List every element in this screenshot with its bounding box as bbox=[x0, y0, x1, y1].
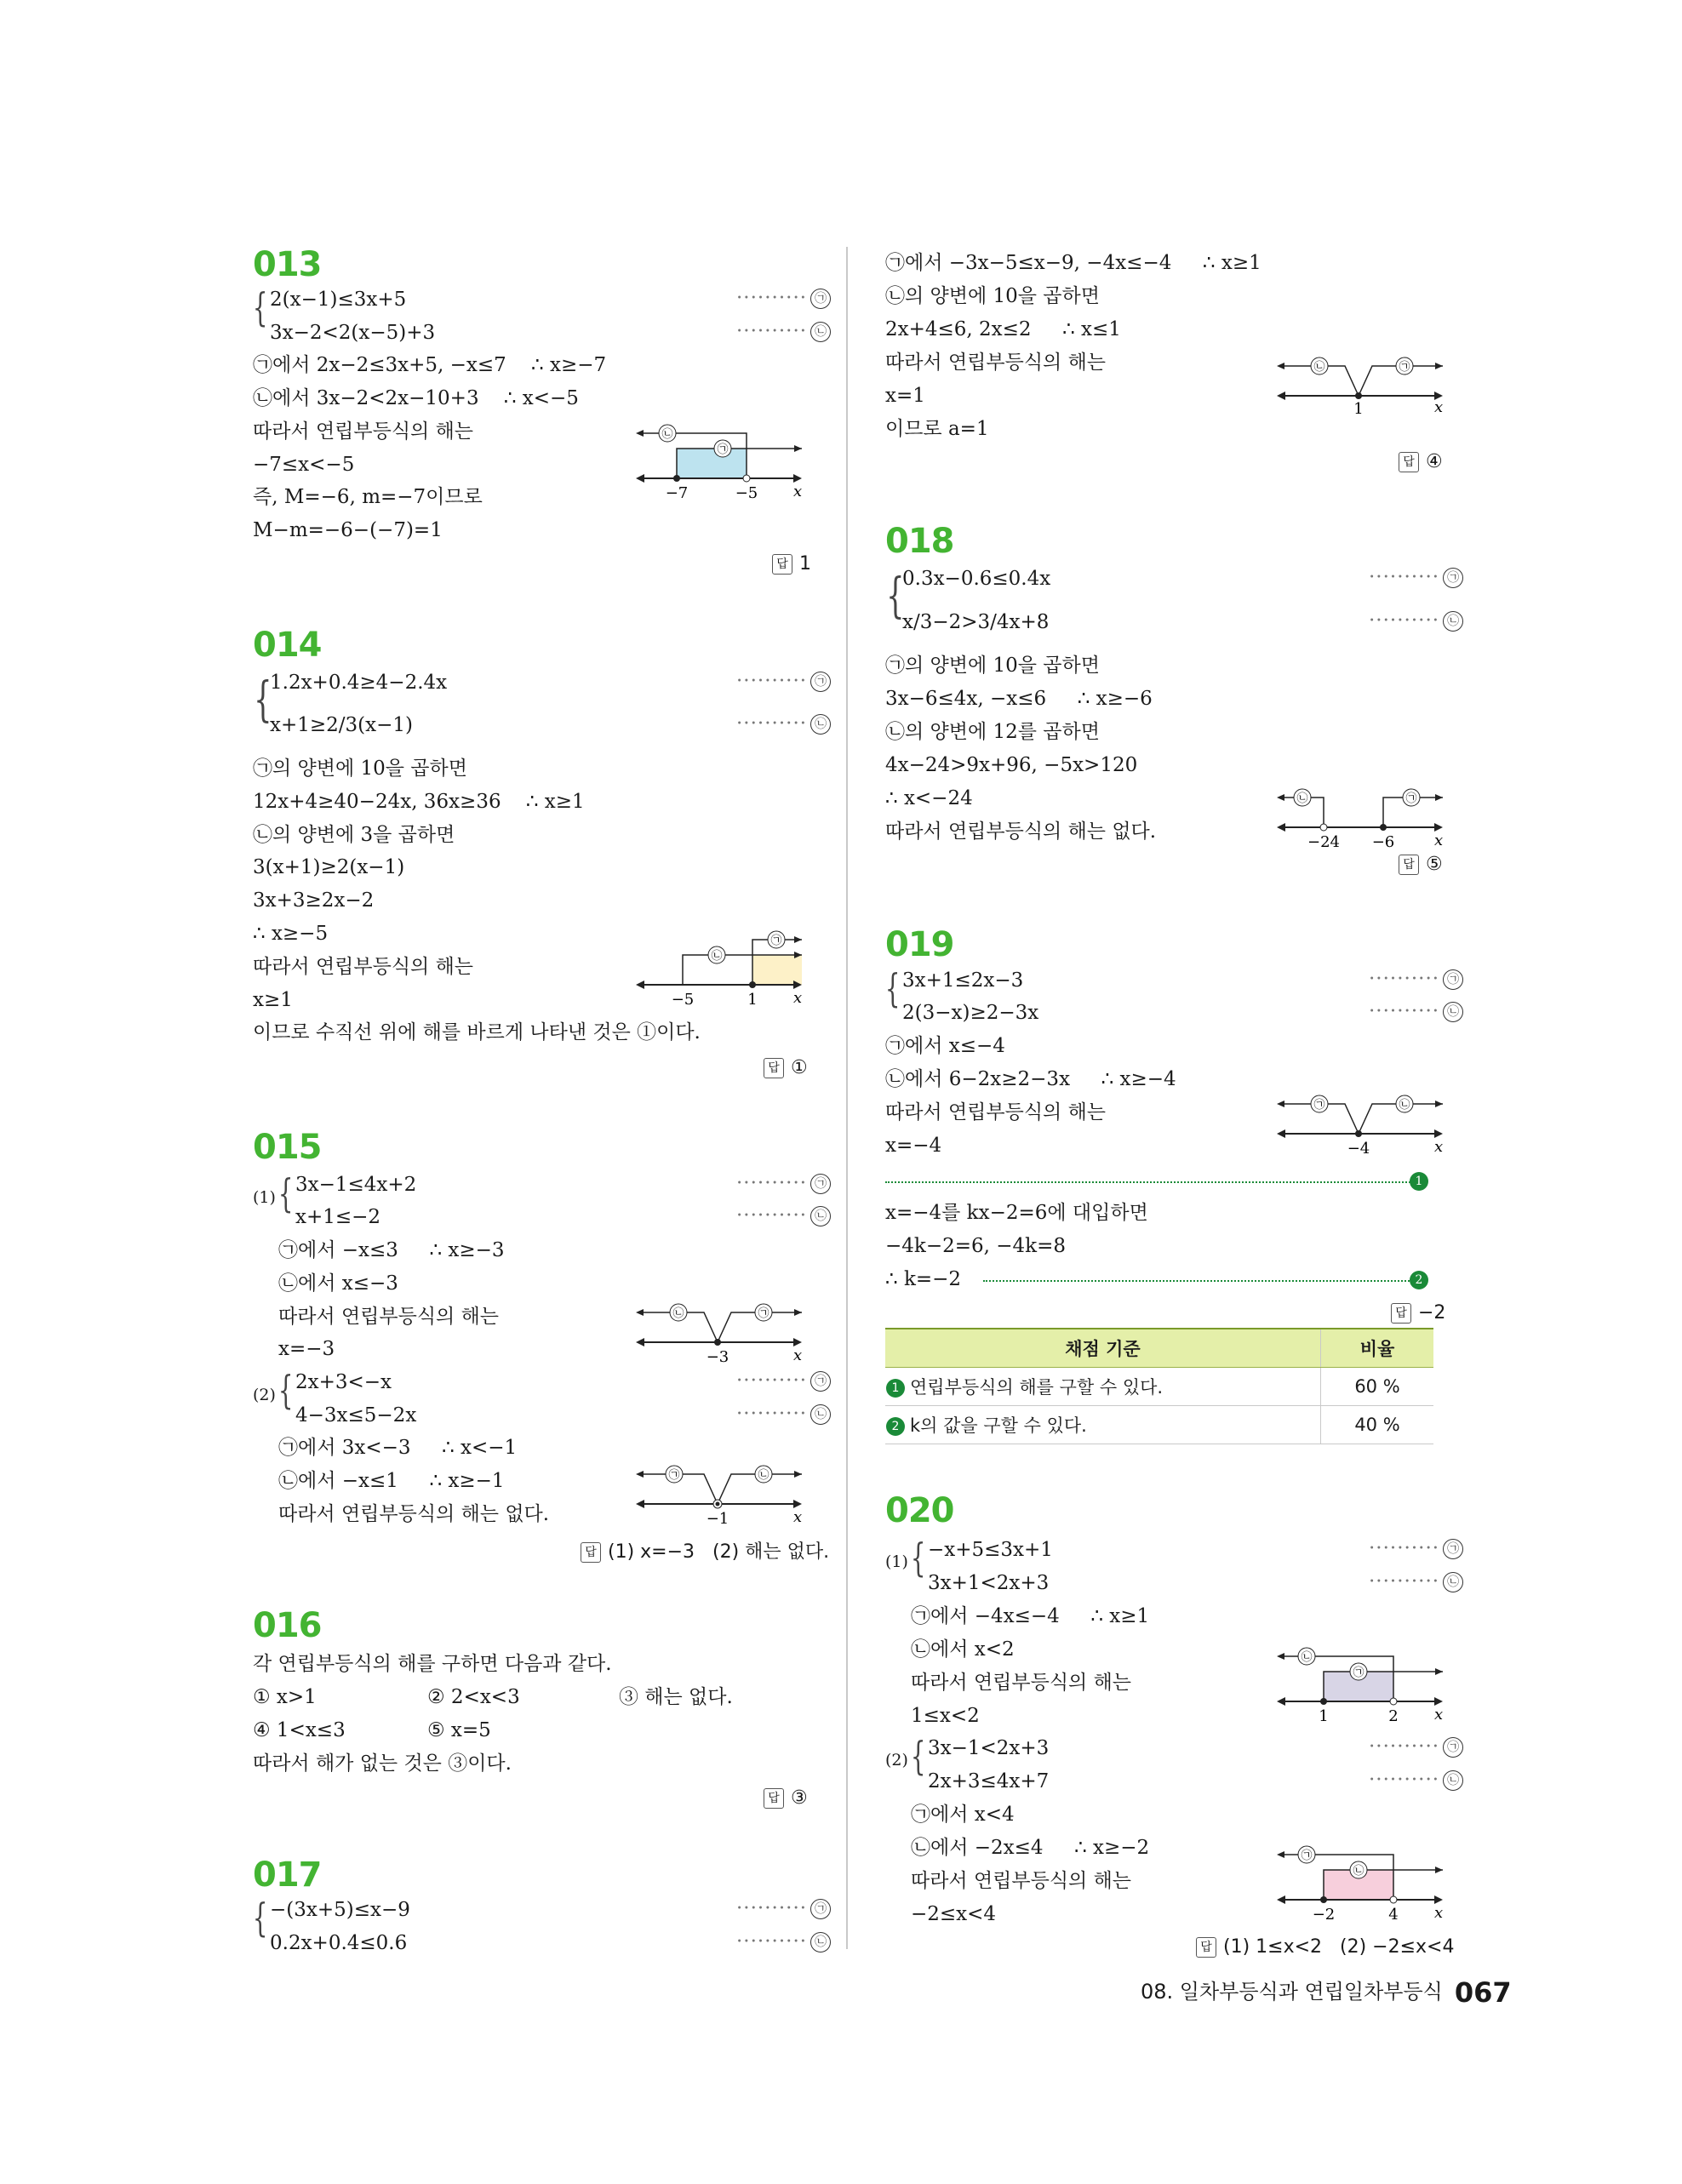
solution-line: 4x−24>9x+96, −5x>120 bbox=[885, 754, 1138, 776]
solution-line: ㉡의 양변에 10을 곱하면 bbox=[885, 285, 1100, 307]
equation-line: 3x−1<2x+3 bbox=[928, 1737, 1050, 1759]
solution-line: ㉡의 양변에 12를 곱하면 bbox=[885, 721, 1100, 743]
svg-text:㉠: ㉠ bbox=[1399, 361, 1410, 374]
equation-line: 3x−1≤4x+2 bbox=[295, 1174, 417, 1196]
solution-line: 따라서 연립부등식의 해는 없다. bbox=[278, 1503, 550, 1525]
tick-label: −7 bbox=[665, 484, 689, 502]
tick-label: −5 bbox=[735, 484, 758, 502]
left-column bbox=[253, 0, 866, 2184]
equation-line: 2x+3≤4x+7 bbox=[928, 1770, 1050, 1792]
solution-line: ㉠에서 x<4 bbox=[911, 1804, 1015, 1826]
axis-label: x bbox=[793, 483, 803, 500]
equation-line: x+1≤−2 bbox=[295, 1206, 381, 1228]
tick-label: −24 bbox=[1307, 833, 1340, 851]
number-line-018 bbox=[1277, 770, 1447, 855]
option-2: ② 2<x<3 bbox=[427, 1686, 520, 1708]
solution-line: x≥1 bbox=[253, 989, 293, 1011]
table-row: 1 연립부등식의 해를 구할 수 있다. 60 % bbox=[885, 1368, 1433, 1406]
svg-text:㉡: ㉡ bbox=[1399, 1099, 1410, 1112]
solution-line: ㉠의 양변에 10을 곱하면 bbox=[885, 655, 1100, 677]
answer: 답 1 bbox=[772, 553, 811, 575]
solution-line: 3(x+1)≥2(x−1) bbox=[253, 856, 405, 878]
solution-line: 즉, M=−6, m=−7이므로 bbox=[253, 486, 483, 508]
marker-1: ·········· ㉠ bbox=[736, 670, 831, 692]
number-line-013 bbox=[636, 421, 806, 506]
option-4: ④ 1<x≤3 bbox=[253, 1719, 346, 1741]
solution-line: 각 연립부등식의 해를 구하면 다음과 같다. bbox=[253, 1653, 612, 1675]
dotted-separator bbox=[983, 1280, 1413, 1282]
marker-1: ·········· ㉠ bbox=[1369, 1735, 1463, 1758]
number-line-014 bbox=[636, 928, 806, 1013]
solution-line: ㉠에서 2x−2≤3x+5, −x≤7 ∴ x≥−7 bbox=[253, 354, 607, 376]
solution-line: 따라서 연립부등식의 해는 bbox=[911, 1870, 1132, 1892]
equation-line: x/3−2>3/4x+8 bbox=[902, 611, 1050, 633]
option-5: ⑤ x=5 bbox=[427, 1719, 491, 1741]
equation-line: −x+5≤3x+1 bbox=[928, 1539, 1053, 1561]
marker-1: ·········· ㉠ bbox=[1369, 1537, 1463, 1559]
answer: 답 ④ bbox=[1399, 451, 1443, 472]
marker-2: ·········· ㉡ bbox=[736, 1204, 831, 1226]
number-line-015-2 bbox=[636, 1447, 806, 1532]
equation-line: 3x+1≤2x−3 bbox=[902, 969, 1024, 992]
brace: { bbox=[252, 284, 268, 330]
svg-text:㉡: ㉡ bbox=[1313, 361, 1325, 374]
solution-line: 1≤x<2 bbox=[911, 1705, 980, 1727]
equation-line: 0.2x+0.4≤0.6 bbox=[270, 1932, 408, 1954]
table-header: 채점 기준 bbox=[885, 1329, 1321, 1368]
tick-label: −3 bbox=[706, 1348, 729, 1366]
tick-label: −1 bbox=[706, 1510, 729, 1528]
solution-line: x=−3 bbox=[278, 1338, 335, 1360]
answer: 답 −2 bbox=[1391, 1302, 1445, 1324]
option-1: ① x>1 bbox=[253, 1686, 317, 1708]
problem-number: 020 bbox=[885, 1491, 954, 1530]
svg-text:㉡: ㉡ bbox=[672, 1307, 684, 1320]
solution-line: ㉡에서 6−2x≥2−3x ∴ x≥−4 bbox=[885, 1068, 1176, 1090]
marker-2: ·········· ㉡ bbox=[1369, 1570, 1463, 1592]
equation-line: 3x−2<2(x−5)+3 bbox=[270, 322, 436, 344]
axis-label: x bbox=[793, 1346, 803, 1364]
brace: { bbox=[277, 1367, 294, 1413]
sub-number: (2) bbox=[253, 1386, 276, 1404]
marker-2: ·········· ㉡ bbox=[736, 1930, 831, 1952]
marker-2: ·········· ㉡ bbox=[736, 320, 831, 342]
svg-text:㉡: ㉡ bbox=[1296, 792, 1308, 805]
solution-line: ∴ k=−2 bbox=[885, 1268, 962, 1290]
axis-label: x bbox=[793, 1508, 803, 1526]
problem-number: 016 bbox=[253, 1606, 322, 1645]
solution-line: 12x+4≥40−24x, 36x≥36 ∴ x≥1 bbox=[253, 791, 585, 813]
tick-label: 1 bbox=[1319, 1707, 1329, 1725]
equation-line: 2(x−1)≤3x+5 bbox=[270, 289, 407, 311]
solution-line: ㉠에서 −3x−5≤x−9, −4x≤−4 ∴ x≥1 bbox=[885, 252, 1262, 274]
equation-line: 0.3x−0.6≤0.4x bbox=[902, 568, 1051, 590]
solution-line: x=−4 bbox=[885, 1135, 942, 1157]
solution-line: −2≤x<4 bbox=[911, 1903, 997, 1925]
axis-label: x bbox=[1434, 1138, 1444, 1156]
solution-line: ㉠에서 3x<−3 ∴ x<−1 bbox=[278, 1437, 518, 1459]
solution-line: ∴ x≥−5 bbox=[253, 923, 329, 945]
solution-line: 따라서 연립부등식의 해는 bbox=[911, 1672, 1132, 1694]
option-3: ③ 해는 없다. bbox=[619, 1686, 733, 1708]
solution-line: ㉡의 양변에 3을 곱하면 bbox=[253, 824, 455, 846]
answer: 답 ③ bbox=[764, 1787, 808, 1809]
marker-1: ·········· ㉠ bbox=[1369, 968, 1463, 990]
solution-line: M−m=−6−(−7)=1 bbox=[253, 519, 443, 541]
brace: { bbox=[252, 1895, 268, 1941]
solution-line: 따라서 연립부등식의 해는 bbox=[253, 956, 474, 978]
brace: { bbox=[254, 672, 272, 728]
marker-2: ·········· ㉡ bbox=[1369, 1000, 1463, 1022]
solution-line: 따라서 연립부등식의 해는 bbox=[253, 420, 474, 443]
brace: { bbox=[277, 1170, 294, 1216]
dotted-separator bbox=[885, 1181, 1413, 1183]
table-row: 2 k의 값을 구할 수 있다. 40 % bbox=[885, 1406, 1433, 1444]
solution-line: ㉡에서 −2x≤4 ∴ x≥−2 bbox=[911, 1837, 1150, 1859]
svg-text:㉠: ㉠ bbox=[770, 935, 782, 947]
marker-1: ·········· ㉠ bbox=[1369, 566, 1463, 588]
number-line-020-1 bbox=[1277, 1644, 1447, 1729]
axis-label: x bbox=[1434, 398, 1444, 416]
svg-text:㉡: ㉡ bbox=[1353, 1865, 1364, 1878]
chapter-title: 08. 일차부등식과 연립일차부등식 bbox=[1141, 1980, 1443, 2004]
tick-label: 2 bbox=[1388, 1707, 1399, 1725]
marker-1: ·········· ㉠ bbox=[736, 1897, 831, 1919]
brace: { bbox=[910, 1733, 926, 1779]
solution-line: 3x+3≥2x−2 bbox=[253, 889, 375, 912]
solution-line: ㉠에서 −x≤3 ∴ x≥−3 bbox=[278, 1239, 505, 1261]
equation-line: 2x+3<−x bbox=[295, 1371, 392, 1393]
svg-text:㉠: ㉠ bbox=[1301, 1850, 1313, 1862]
solution-line: 따라서 연립부등식의 해는 bbox=[278, 1306, 500, 1328]
equation-line: −(3x+5)≤x−9 bbox=[270, 1899, 410, 1921]
tick-label: −5 bbox=[671, 991, 695, 1009]
tick-label: 4 bbox=[1388, 1906, 1399, 1924]
svg-text:㉠: ㉠ bbox=[668, 1469, 680, 1482]
svg-text:㉡: ㉡ bbox=[1301, 1651, 1313, 1664]
page-footer bbox=[1141, 1975, 1512, 2009]
axis-label: x bbox=[1434, 1706, 1444, 1724]
answer: 답 ⑤ bbox=[1399, 854, 1443, 875]
problem-number: 013 bbox=[253, 245, 322, 284]
marker-1: ·········· ㉠ bbox=[736, 287, 831, 309]
solution-line: ㉡에서 x≤−3 bbox=[278, 1272, 398, 1295]
tick-label: 1 bbox=[747, 991, 758, 1009]
svg-text:㉠: ㉠ bbox=[1353, 1667, 1364, 1679]
solution-line: 3x−6≤4x, −x≤6 ∴ x≥−6 bbox=[885, 688, 1153, 710]
table-header: 비율 bbox=[1321, 1329, 1434, 1368]
solution-line: ㉠에서 x≤−4 bbox=[885, 1035, 1005, 1057]
problem-number: 014 bbox=[253, 626, 322, 665]
marker-1: ·········· ㉠ bbox=[736, 1172, 831, 1194]
problem-number: 017 bbox=[253, 1855, 322, 1895]
solution-line: −7≤x<−5 bbox=[253, 454, 355, 476]
equation-line: 1.2x+0.4≥4−2.4x bbox=[270, 672, 448, 694]
tick-label: −2 bbox=[1312, 1906, 1336, 1924]
marker-2: ·········· ㉡ bbox=[736, 712, 831, 735]
svg-text:㉡: ㉡ bbox=[758, 1469, 769, 1482]
solution-line: ∴ x<−24 bbox=[885, 787, 973, 809]
sub-number: (2) bbox=[885, 1751, 908, 1769]
step-1-marker: 1 bbox=[1410, 1170, 1433, 1192]
axis-label: x bbox=[1434, 1904, 1444, 1922]
solution-line: 따라서 연립부등식의 해는 없다. bbox=[885, 820, 1157, 843]
solution-line: 이므로 수직선 위에 해를 바르게 나타낸 것은 ①이다. bbox=[253, 1021, 701, 1043]
problem-number: 018 bbox=[885, 522, 954, 561]
sub-number: (1) bbox=[253, 1188, 276, 1207]
solution-line: 2x+4≤6, 2x≤2 ∴ x≤1 bbox=[885, 318, 1121, 340]
number-line-015-1 bbox=[636, 1285, 806, 1370]
equation-line: 3x+1<2x+3 bbox=[928, 1572, 1050, 1594]
marker-2: ·········· ㉡ bbox=[736, 1403, 831, 1425]
svg-text:㉠: ㉠ bbox=[758, 1307, 769, 1320]
brace: { bbox=[884, 965, 901, 1011]
svg-text:㉠: ㉠ bbox=[717, 443, 729, 456]
tick-label: −4 bbox=[1347, 1140, 1370, 1158]
equation-line: 4−3x≤5−2x bbox=[295, 1404, 417, 1426]
step-2-marker: 2 bbox=[1410, 1269, 1433, 1290]
equation-line: 2(3−x)≥2−3x bbox=[902, 1002, 1039, 1024]
solution-line: ㉠의 양변에 10을 곱하면 bbox=[253, 758, 467, 780]
answer: 답 (1) x=−3 (2) 해는 없다. bbox=[581, 1537, 829, 1564]
equation-line: x+1≥2/3(x−1) bbox=[270, 714, 413, 736]
number-line-019 bbox=[1277, 1077, 1447, 1162]
solution-line: x=−4를 kx−2=6에 대입하면 bbox=[885, 1202, 1148, 1224]
solution-line: ㉡에서 −x≤1 ∴ x≥−1 bbox=[278, 1470, 505, 1492]
number-line-020-2 bbox=[1277, 1843, 1447, 1928]
solution-line: ㉠에서 −4x≤−4 ∴ x≥1 bbox=[911, 1605, 1150, 1627]
solution-line: 따라서 연립부등식의 해는 bbox=[885, 352, 1107, 374]
solution-line: 이므로 a=1 bbox=[885, 418, 989, 440]
solution-line: −4k−2=6, −4k=8 bbox=[885, 1235, 1067, 1257]
solution-line: x=1 bbox=[885, 385, 925, 407]
solution-line: ㉡에서 x<2 bbox=[911, 1638, 1015, 1661]
answer: 답 (1) 1≤x<2 (2) −2≤x<4 bbox=[1196, 1936, 1455, 1958]
marker-2: ·········· ㉡ bbox=[1369, 1769, 1463, 1791]
axis-label: x bbox=[1434, 832, 1444, 849]
tick-label: −6 bbox=[1371, 833, 1395, 851]
problem-number: 019 bbox=[885, 925, 954, 964]
number-line-017 bbox=[1277, 339, 1447, 424]
svg-text:㉡: ㉡ bbox=[661, 428, 673, 441]
brace: { bbox=[910, 1535, 926, 1581]
solution-line: 따라서 연립부등식의 해는 bbox=[885, 1101, 1107, 1123]
marker-1: ·········· ㉠ bbox=[736, 1369, 831, 1392]
svg-text:㉠: ㉠ bbox=[1405, 792, 1417, 805]
svg-text:㉡: ㉡ bbox=[711, 950, 723, 963]
problem-number: 015 bbox=[253, 1128, 322, 1167]
right-column bbox=[885, 0, 1498, 2184]
grading-table bbox=[885, 1328, 1433, 1444]
svg-text:㉠: ㉠ bbox=[1313, 1099, 1325, 1112]
axis-label: x bbox=[793, 989, 803, 1007]
page-number: 067 bbox=[1454, 1976, 1512, 2009]
marker-2: ·········· ㉡ bbox=[1369, 609, 1463, 632]
solution-line: ㉡에서 3x−2<2x−10+3 ∴ x<−5 bbox=[253, 387, 579, 409]
solution-line: 따라서 해가 없는 것은 ③이다. bbox=[253, 1752, 512, 1775]
tick-label: 1 bbox=[1353, 400, 1364, 418]
brace: { bbox=[886, 569, 905, 624]
sub-number: (1) bbox=[885, 1552, 908, 1571]
answer: 답 ① bbox=[764, 1057, 808, 1078]
